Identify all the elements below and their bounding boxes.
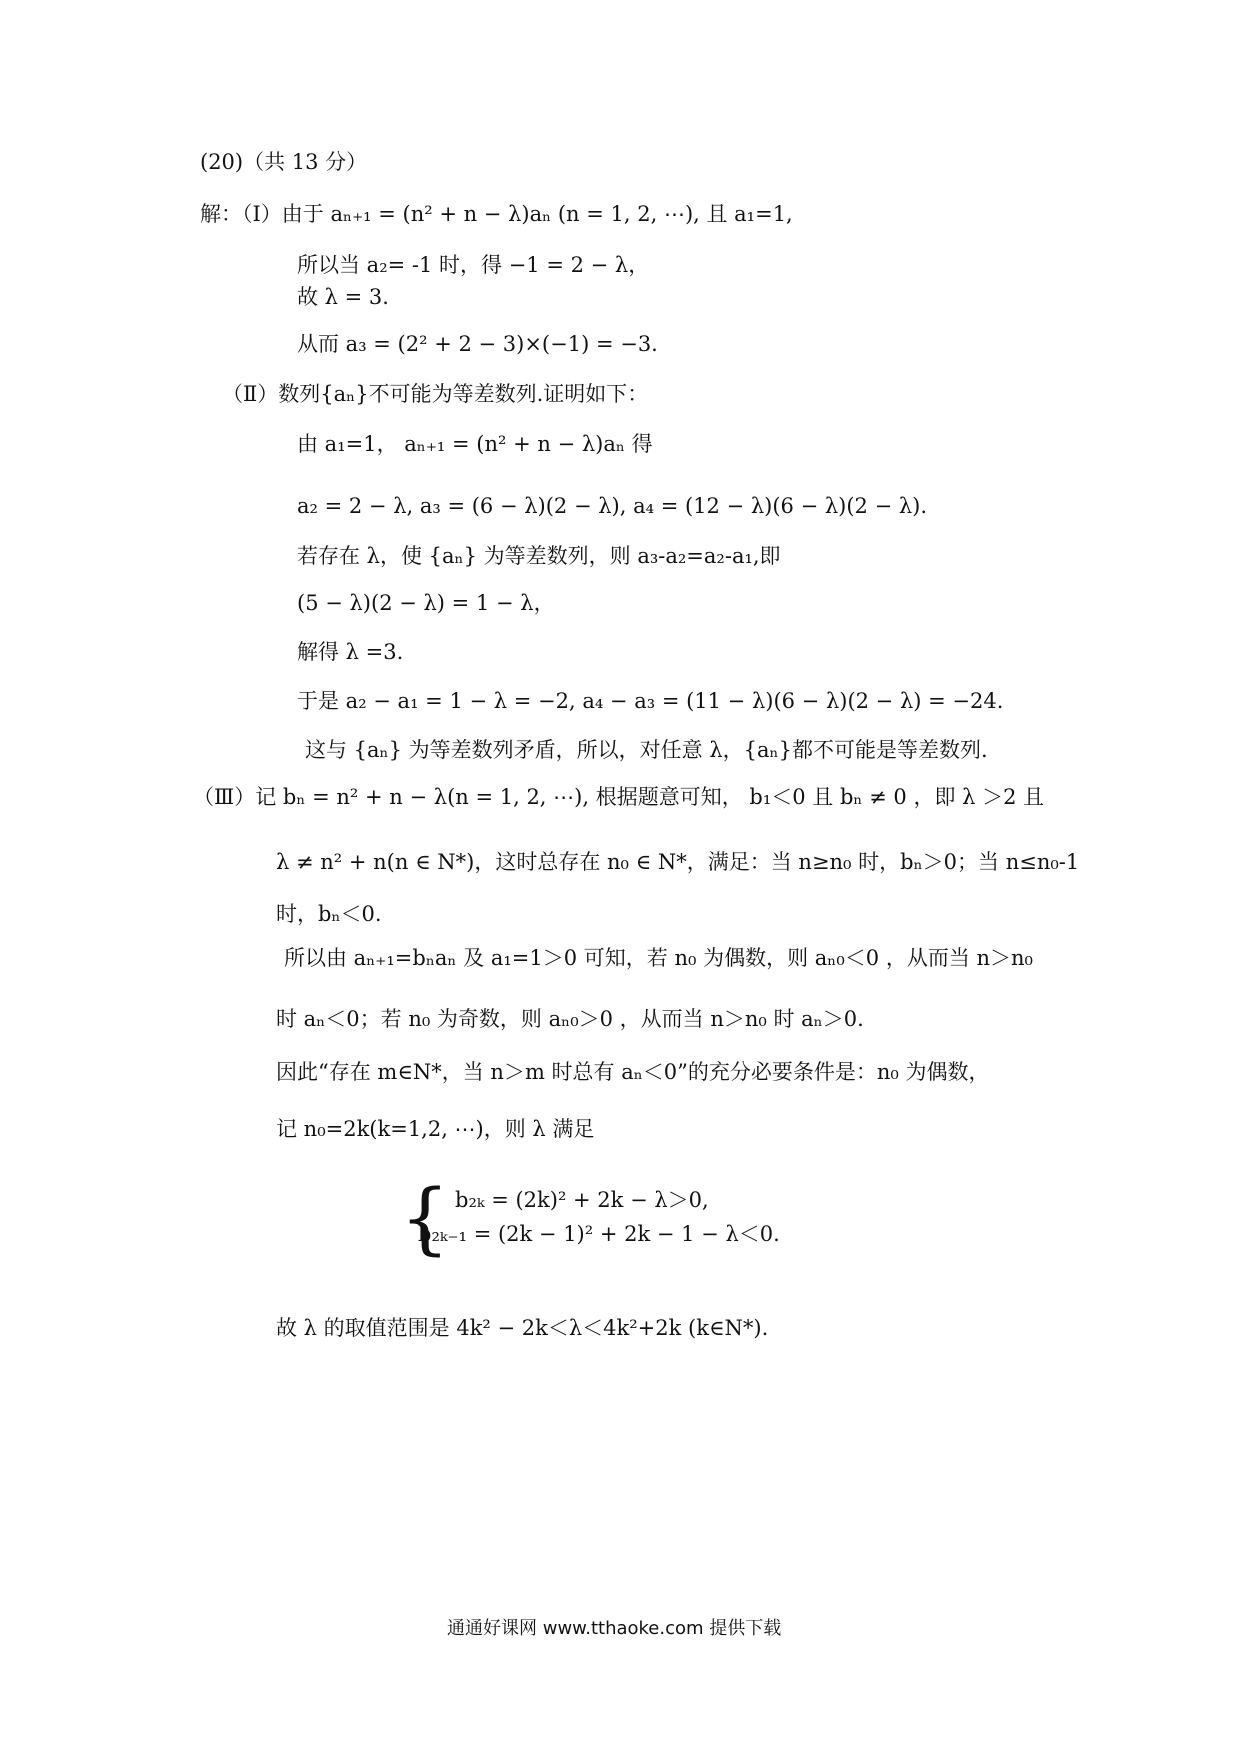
part3-line2: λ ≠ n² + n(n ∈ N*)，这时总存在 n₀ ∈ N*，满足：当 n≥n₀ 时，bₙ＞0；当 n≤n₀-1	[276, 850, 1080, 874]
part2-line2: 由 a₁=1， aₙ₊₁ = (n² + n − λ)aₙ 得	[297, 432, 653, 456]
system-inequality-1: b₂ₖ = (2k)² + 2k − λ＞0,	[455, 1188, 709, 1212]
system-inequality-2: b₂ₖ₋₁ = (2k − 1)² + 2k − 1 − λ＜0.	[418, 1222, 780, 1246]
part2-line7: 于是 a₂ − a₁ = 1 − λ = −2, a₄ − a₃ = (11 − λ)(6 − λ)(2 − λ) = −24.	[297, 689, 1004, 713]
part1-line3: 故 λ = 3.	[297, 285, 389, 309]
page-footer: 通通好课网 www.tthaoke.com 提供下载	[447, 1618, 782, 1639]
part3-line3: 时，bₙ＜0.	[276, 902, 382, 926]
part2-line1: （Ⅱ）数列{aₙ}不可能为等差数列.证明如下：	[222, 382, 649, 406]
part2-line4: 若存在 λ，使 {aₙ} 为等差数列，则 a₃-a₂=a₂-a₁,即	[297, 544, 781, 568]
problem-header: (20)（共 13 分）	[200, 150, 368, 174]
part3-line5: 时 aₙ＜0；若 n₀ 为奇数，则 aₙ₀＞0 ，从而当 n＞n₀ 时 aₙ＞0.	[276, 1007, 864, 1031]
part1-line2: 所以当 a₂= -1 时，得 −1 = 2 − λ，	[297, 253, 650, 277]
part3-line6: 因此“存在 m∈N*，当 n＞m 时总有 aₙ＜0”的充分必要条件是：n₀ 为偶数，	[276, 1060, 990, 1084]
part2-line3: a₂ = 2 − λ, a₃ = (6 − λ)(2 − λ), a₄ = (12 − λ)(6 − λ)(2 − λ).	[297, 494, 928, 518]
part1-line1: 解：（Ⅰ）由于 aₙ₊₁ = (n² + n − λ)aₙ (n = 1, 2, ⋯), 且 a₁=1,	[200, 202, 793, 226]
part2-line5: (5 − λ)(2 − λ) = 1 − λ，	[297, 591, 555, 615]
part3-line7: 记 n₀=2k(k=1,2, ⋯)，则 λ 满足	[276, 1117, 595, 1141]
part3-conclusion: 故 λ 的取值范围是 4k² − 2k＜λ＜4k²+2k (k∈N*).	[276, 1316, 769, 1340]
part2-line6: 解得 λ =3.	[297, 640, 404, 664]
part1-line4: 从而 a₃ = (2² + 2 − 3)×(−1) = −3.	[297, 332, 658, 356]
system-brace: {	[400, 1174, 450, 1264]
part3-line1: （Ⅲ）记 bₙ = n² + n − λ(n = 1, 2, ⋯), 根据题意可知， b₁＜0 且 bₙ ≠ 0 ，即 λ ＞2 且	[193, 785, 1045, 809]
part3-line4: 所以由 aₙ₊₁=bₙaₙ 及 a₁=1＞0 可知，若 n₀ 为偶数，则 aₙ₀＜0 ，从而当 n＞n₀	[284, 946, 1033, 970]
part2-line8: 这与 {aₙ} 为等差数列矛盾，所以，对任意 λ，{aₙ}都不可能是等差数列.	[305, 738, 988, 762]
